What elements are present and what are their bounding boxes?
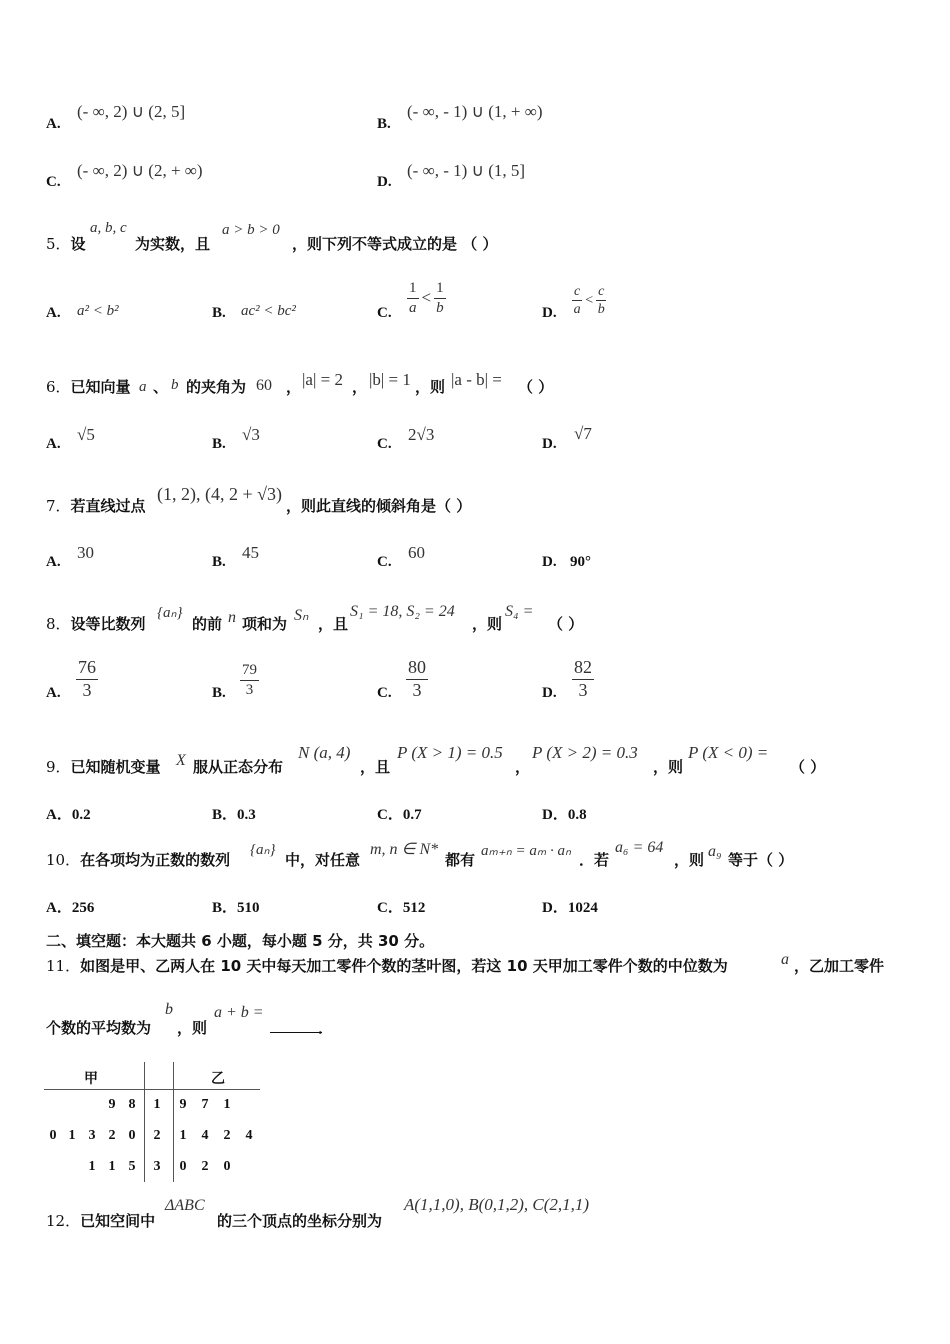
q4-option-a-expr: (- ∞, 2) ∪ (2, 5] [77,102,186,121]
q4-option-d-expr: (- ∞, - 1) ∪ (1, 5] [407,161,526,180]
q11-text-4: ，则 [177,1019,208,1037]
q8-option-a-frac: $\frac{76}{3}$ [78,657,96,700]
q11-math-2: b [165,1001,173,1018]
stem-value: 1 [153,1097,161,1112]
q12-text-2: 的三个顶点的坐标分别为 [217,1212,383,1230]
stem-leaf-header-line [44,1089,260,1090]
q12-text-1: 已知空间中 [80,1212,156,1230]
q7-math-1: (1, 2), (4, 2 + √3) [157,484,283,504]
q11-number: 11． [46,957,81,975]
q12-math-1: ΔABC [165,1197,205,1214]
q9-text-4: ， [515,758,531,776]
q10-math-1: {aₙ} [250,842,276,858]
q4-option-c-label: C. [46,174,61,190]
q11-text-3: 个数的平均数为 [46,1019,152,1037]
q8-option-c-label: C. [377,685,392,701]
q8-option-c-frac: $\frac{80}{3}$ [408,657,426,700]
q8-option-d-label: D. [542,685,557,701]
q10-math-4: a₆ = 64 [615,839,664,856]
q11-answer-blank[interactable] [270,1018,322,1037]
q7-option-c-expr: 60 [408,543,425,562]
stem-value: 3 [153,1159,161,1174]
section-2-heading: 二、填空题：本大题共 6 小题，每小题 5 分，共 30 分。 [46,932,435,950]
q8-text-1: 设等比数列 [70,615,146,633]
q8-math-2: n [228,609,236,626]
q8-math-1: {aₙ} [157,605,183,621]
q7-option-a-label: A. [46,554,61,570]
q6-option-b-label: B. [212,436,226,452]
q6-option-b-expr: √3 [242,425,260,444]
q10-text-2: 中，对任意 [285,851,361,869]
q9-text-5: ，则 [653,758,684,776]
q6-text-2: 、 [153,378,169,396]
q6-text-3: 的夹角为 [186,378,247,396]
q4-option-c-expr: (- ∞, 2) ∪ (2, + ∞) [77,161,203,180]
q6-option-a-expr: √5 [77,425,95,444]
q5-option-c-label: C. [377,305,392,321]
q10-math-5: a₉ [708,843,722,860]
q5-text-2: 为实数，且 [135,235,211,253]
q10-option-c: C．512 [377,900,426,916]
q9-math-2: N (a, 4) [298,743,351,762]
q7-option-c-label: C. [377,554,392,570]
q8-number: 8． [46,615,71,633]
q11-math-1: a [781,951,789,968]
q10-text-1: 在各项均为正数的数列 [80,851,231,869]
q12-math-2: A(1,1,0), B(0,1,2), C(2,1,1) [404,1195,590,1214]
q11-text-1: 如图是甲、乙两人在 10 天中每天加工零件个数的茎叶图，若这 10 天甲加工零件个数的中位数为 [80,957,728,975]
q11-math-3: a + b = [214,1004,264,1021]
q6-math-1: a [139,379,147,395]
q8-option-a-label: A. [46,685,61,701]
q5-option-d-expr: $\frac{c}{a}$ < $\frac{c}{b}$ [573,284,605,318]
q9-number: 9． [46,758,71,776]
q8-math-3: Sₙ [294,607,309,624]
q9-math-3: P (X > 1) = 0.5 [397,743,503,762]
q5-number: 5． [46,235,71,253]
q10-option-a: A．256 [46,900,95,916]
q5-text-1: 设 [70,235,86,253]
q6-math-6: |a - b| = [451,370,502,389]
q9-math-1: X [176,752,186,769]
q8-text-6: （ ） [548,615,584,633]
q10-number: 10． [46,851,81,869]
q5-option-b-expr: ac² < bc² [241,303,296,319]
q7-option-b-label: B. [212,554,226,570]
q9-option-b: B．0.3 [212,807,256,823]
q9-text-3: ，且 [360,758,391,776]
q8-option-d-frac: $\frac{82}{3}$ [574,657,592,700]
q6-text-7: （ ） [518,378,554,396]
stem-leaf-row-1: 9 8 1 9 7 1 [108,1097,231,1112]
q9-option-d: D．0.8 [542,807,587,823]
q6-text-1: 已知向量 [70,378,131,396]
stem-value: 2 [153,1128,161,1143]
q9-option-a: A．0.2 [46,807,91,823]
q6-option-c-label: C. [377,436,392,452]
q8-option-b-label: B. [212,685,226,701]
q9-option-c: C．0.7 [377,807,422,823]
q5-option-d-label: D. [542,305,557,321]
q8-option-b-frac: $\frac{79}{3}$ [242,662,257,698]
q4-option-b-expr: (- ∞, - 1) ∪ (1, + ∞) [407,102,543,121]
stem-leaf-right-header: 乙 [211,1072,225,1087]
q11-text-5: ． [318,1019,334,1037]
q5-option-a-expr: a² < b² [77,303,119,319]
stem-leaf-left-header: 甲 [84,1072,98,1087]
q8-text-3: 项和为 [242,615,288,633]
q5-math-1: a, b, c [90,220,127,236]
q6-option-d-label: D. [542,436,557,452]
q5-option-c-expr: $\frac{1}{a}$ < $\frac{1}{b}$ [409,280,444,316]
q10-text-4: ．若 [579,851,610,869]
q6-text-5: ， [352,378,368,396]
q9-text-1: 已知随机变量 [70,758,161,776]
q7-option-d-label: D. [542,554,557,570]
q9-text-2: 服从正态分布 [193,758,284,776]
q7-option-b-expr: 45 [242,543,259,562]
q9-math-5: P (X < 0) = [688,743,769,762]
stem-leaf-row-2: 0 1 3 2 0 2 1 4 2 4 [49,1128,253,1143]
q4-option-a-label: A. [46,116,61,132]
q8-text-4: ，且 [318,615,349,633]
q8-text-5: ，则 [472,615,503,633]
q12-number: 12． [46,1212,81,1230]
q10-text-5: ，则 [674,851,705,869]
q4-option-b-label: B. [377,116,391,132]
q6-number: 6． [46,378,71,396]
q9-math-4: P (X > 2) = 0.3 [532,743,638,762]
q10-text-3: 都有 [445,851,476,869]
q5-text-3: ，则下列不等式成立的是 （ ） [292,235,498,253]
q7-text-1: 若直线过点 [70,497,146,515]
q6-math-4: |a| = 2 [302,370,343,389]
q5-option-a-label: A. [46,305,61,321]
q7-option-d-expr: 90° [570,554,591,570]
q10-option-d: D．1024 [542,900,598,916]
q8-text-2: 的前 [192,615,223,633]
q5-option-b-label: B. [212,305,226,321]
q10-text-6: 等于（ ） [728,851,794,869]
q6-text-6: ，则 [415,378,446,396]
q10-math-3: aₘ₊ₙ = aₘ · aₙ [481,843,571,859]
q4-option-d-label: D. [377,174,392,190]
q6-option-a-label: A. [46,436,61,452]
q8-math-5: S₄ = [505,603,534,620]
q6-math-5: |b| = 1 [369,370,411,389]
q7-number: 7． [46,497,71,515]
q5-math-2: a > b > 0 [222,222,280,238]
q6-math-3: 60 [256,377,272,394]
q6-option-d-expr: √7 [574,424,592,443]
q10-option-b: B．510 [212,900,260,916]
q9-text-6: （ ） [790,758,826,776]
q6-text-4: ， [286,378,302,396]
q10-math-2: m, n ∈ N* [370,841,439,858]
stem-leaf-row-3: 1 1 5 3 0 2 0 [88,1159,231,1174]
q6-math-2: b [171,377,179,393]
q8-math-4: S₁ = 18, S₂ = 24 [350,603,455,620]
q7-text-2: ，则此直线的倾斜角是（ ） [286,497,472,515]
q7-option-a-expr: 30 [77,543,94,562]
q11-text-2: ，乙加工零件 [794,957,885,975]
q6-option-c-expr: 2√3 [408,425,435,444]
